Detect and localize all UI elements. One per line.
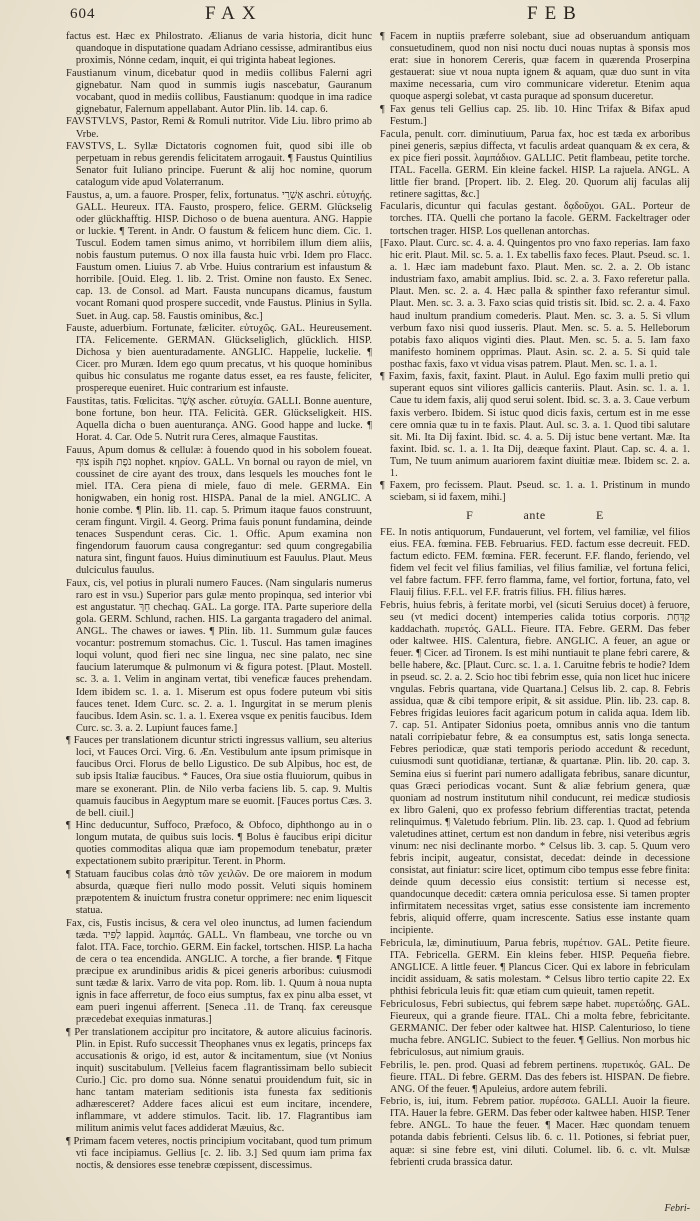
dictionary-entry — [66, 31, 372, 67]
entry-headword: Febrilis, — [380, 1059, 417, 1071]
dictionary-entry — [380, 527, 690, 599]
right-column-bottom-entries — [380, 527, 690, 1169]
entry-headword: Febris, — [380, 599, 411, 611]
dictionary-entry — [66, 820, 372, 868]
dictionary-entry — [66, 396, 372, 444]
right-column-top-entries — [380, 31, 690, 505]
dictionary-entry — [66, 869, 372, 917]
entry-text: ¶ Statuam faucibus colas ἀπὸ τῶν χειλῶν. De ore maiorem in modum absurda, quæque fieri nullo modo possit. Veluti siquis hominem præpotentem & inuictum frustra conetur opprimere: nec enim liquescit statua. — [66, 868, 372, 917]
right-column — [380, 31, 690, 1197]
page-number: 604 — [70, 6, 96, 22]
entry-text: ¶ Fax genus teli Gellius cap. 25. lib. 10. Hinc Trifax & Bifax apud Festum.] — [380, 103, 690, 127]
entry-headword: Febrio, — [380, 1096, 412, 1108]
dictionary-entry — [66, 918, 372, 1027]
entry-text: cis, vel potius in plurali numero Fauces. (Nam singularis numerus raro est in vsu.) Superior pars gulæ mento propinqua, sed interior vbi est angustatur. חֵךְ chechaq. GAL. La gorge. ITA. Parte superiore della gola. GERM. Schlund, rachen. HIS. La garganta tragadero del animal. ANGL. The chawes or iawes. ¶ Plin. lib. 11. Summum gulæ fauces vocantur: postremum stomachus. Cic. 1. Tuscul. Has tamen imagines loqui volunt, quod fieri nec sine lingua, nec sine palato, nec sine faucium laterumque & pulmonum vi & figura potest. [Plaut. Mostell. sc. 3. a. 1. Velim in anginam vertat, tibi veneficæ fauces prehendam. Idem ibidem sc. 1. a. 1. Miserum est opus fodere puteum vbi sitis fauces tenet. Idem Curc. sc. 2. a. 1. Ingurgitat in se merum plenis faucibus. Idem Asin. sc. 1. a. 1. Exerea vsque ex penitis faucibus. Idem Curc. sc. 3. a. 2. Lupiunt fauces fame.] — [75, 577, 372, 734]
entry-headword: FAVSTVS, — [66, 141, 115, 153]
entry-headword: Faustianum vinum, — [66, 67, 155, 79]
dictionary-entry — [66, 1136, 372, 1172]
entry-text: ¶ Facem in nuptiis præferre solebant, siue ad obseruandum antiquam consuetudinem, quod non nisi noctu duci nouas nuptas à sponsis mos erat: siue in honorem Cereris, quæ facem in quærenda Proserpina gestauerat: siue vt noua nupta ignem & aquam, quæ duo sunt in vita maxime necessaria, cum viro communicare videretur. Etenim aqua quoque aspergi solebat, vt casta puraque ad sponsum duceretur. — [380, 31, 690, 103]
entry-headword: Faustus, — [66, 189, 103, 201]
entry-text: ¶ Primam facem veteres, noctis principium vocitabant, quod tum primum vti face incipiamus. Gellius [c. 2. lib. 3.] Sed quum iam prima fax noctis, & densiores esse tenebræ cœpissent, discessimus. — [66, 1135, 372, 1172]
entry-text: ¶ Faxim, faxis, faxit, faxint. Plaut. in Aulul. Ego faxim mulli pretio qui superant equos sint viliores gallicis canteriis. Plaut. Asin. sc. 1. a. 1. Caue tu idem faxis, alij quod serui solent. Ibid. sc. 3. a. 3. Caue verbum faxis verbero. Ibidem. Si istuc quod dicis faxis, certum est in me esse cere omnia quæ tu in te faxis. Plaut. Aul. sc. 3. a. 1. Quod tibi salutare sit. Mi. Ita Dij faxint. Ibid. sc. 4. a. 5. Dij istuc bene vertant. Mæ. Ita faxint. Ibid. sc. 1. a. 1. Ita Dij, deæque faxint. Plaut. Cap. sc. 4. a. 1. Tum, Ne tuum animum auariorem faxint diuitiæ meæ. Ibidem sc. 2. a. 1. — [380, 371, 690, 479]
entry-text: Apum domus & cellulæ: à fouendo quod in his sobolem foueat. צוּף ispih נֹפֶת nophet. κηρίον. GALL. Vn bornal ou rayon de miel, vn coussinet de cire ayant des troux, dans lesquels les mouches font le miel. ITA. Cera piena di miele, fauo di mele. GERMA. Ein honigwaben, ein honig rost. HISPA. Panal de la miel. ANGLIC. A honie combe. ¶ Plin. lib. 11. cap. 5. Primum itaque fauos construunt, ceram fingunt. Virgil. 4. Georg. Prima fauis ponunt fundamina, deinde tenaces Suspendunt ceras. Cic. 1. Offic. Apum examina non fingendorum fauorum causa congregantur: sed quum congregabilia natura sint, fingunt fauos. Huius diminutiuum est Fauulus. Plaut. Meus dulciculus fauulus. — [75, 444, 372, 577]
entry-headword: Fauus, — [66, 444, 95, 456]
catchword: Febri- — [664, 1203, 690, 1214]
dictionary-entry — [66, 735, 372, 819]
dictionary-entry — [380, 1096, 690, 1168]
entry-headword: FE. — [380, 526, 396, 538]
entry-text: ¶ Per translationem accipitur pro incitatore, & autore alicuius facinoris. Plin. in Epist. Rufo successit Theophanes vnus ex legatis, princeps fax accusationis & origo, id est, autor & incitamentum, siue (vt Nonius inquit) suscitabulum. [Velleius facem flagrantissimam bello subiecit Curio.] Cic. pro domo sua. Nónne senatui prouidendum fuit, sic in hanc tantam materiam seditionis ista funesta fax seditionis adhæresceret? Addere faces alicui est eum incitare, incendere, inflammare, vt addere stimulos. Tacit. lib. 17. Flagrantibus iam militum animis velut faces addiderat Mæuius, &c. — [66, 1026, 372, 1135]
divider-letter-right: E — [596, 507, 604, 522]
dictionary-entry — [66, 1027, 372, 1136]
dictionary-entry — [380, 129, 690, 201]
dictionary-entry — [380, 999, 690, 1059]
entry-text: læ, diminutiuum, Parua febris, πυρέτιον. GAL. Petite fieure. ITA. Febricella. GERM. Ein kleins feber. HISP. Pequeña fiebre. ANGLICE. A little feuer. ¶ Plancus Cicer. Qui ex labore in febriculam incidit assiduam, & satis molestam. * Celsus libro tertio capite 22. Ex phthisi febricula leuis fit: quæ etiam cum quieuit, tamen repetit. — [389, 937, 690, 998]
entry-headword: Febricula, — [380, 937, 424, 949]
entry-text: dicebatur quod in mediis collibus Falerni agri gignebatur. Nam quod in summis iugis nascebatur, Gauranum vocabant, quod in mediis collibus, Faustianum: quodque in ima radice gignebatur, Falernum appellabant. Autor Plin. lib. 14. cap. 6. — [75, 67, 372, 115]
divider-word: ante — [523, 507, 546, 522]
running-head-right: FEB — [527, 3, 583, 24]
dictionary-entry — [380, 480, 690, 504]
dictionary-entry — [380, 938, 690, 998]
entry-text: is, iui, itum. Febrem patior. πυρέσσω. GALLI. Auoir la fieure. ITA. Hauer la febre. GERM. Das feber oder kaltwee haben. HISP. Tener febre. ANGL. To haue the feuer. ¶ Macer. Hæc quondam tenuem potanda dabis febrienti. Celsus lib. 6. c. 11. Potiones, si febriat puer, aquæ: si sine febre est, vini diluti. Columel. lib. 6. c. vlt. Mulsæ febrienti cruda brassica datur. — [389, 1096, 690, 1168]
entry-text: tatis. Fœlicitas. אֶשֶׁר ascher. εὐτυχία. GALLI. Bonne auenture, bone fortune, bon heur. ITA. Felicità. GER. Glückseligkeit. HIS. Aquella dicha o buen auenturança. ANG. Good happe and lucke. ¶ Horat. 4. Car. Ode 5. Nutrit rura Ceres, almaque Faustitas. — [75, 395, 372, 444]
section-divider — [380, 509, 690, 523]
dictionary-entry — [380, 104, 690, 128]
entry-text: ¶ Fauces per translationem dicuntur stricti ingressus vallium, seu alterius loci, vt Fauces Orci. Virg. 6. Æn. Vestibulum ante ipsum primisque in faucibus Orci. Florus de bello Ligustico. De sub Alpibus, hoc est, de sub ipsis Italiæ faucibus. * Fauces, Ora siue ostia fluuiorum, quibus in mare se exonerant. Plin. de Nilo verba faciens lib. 5. cap. 9. Multis quamuis faucibus in Aegyptum mare se euomit. [Fauces portus Cæs. 3. de bell. ciuil.] — [66, 735, 372, 819]
dictionary-entry — [66, 445, 372, 578]
dictionary-entry — [380, 201, 690, 237]
entry-headword: Fax, — [66, 917, 86, 929]
entry-text: L. Syllæ Dictatoris cognomen fuit, quod sibi ille ob perpetuam in rebus gerendis felicitatem arrogauit. ¶ Faustus Quintilius Senator fuit Iuliano principe. Fuerunt & alij hoc nomine, quorum catalogum vide apud Volaterranum. — [75, 141, 372, 189]
entry-headword: Faux, — [66, 577, 91, 589]
entry-text: le. pen. prod. Quasi ad febrem pertinens. πυρετικός. GAL. De fieure. ITAL. Di febre. GERM. Das des febers ist. HISPAN. De fiebre. ANG. Of the feuer. ¶ Apuleius, ardore autem febrili. — [389, 1059, 690, 1095]
entry-text: huius febris, à feritate morbi, vel (sicuti Seruius docet) à feruore, seu (vt medici docent) intemperies calida totius corporis. קַדַּחַת kaddachath. πυρετός. GALL. Fieure. ITA. Febre. GERM. Das feber oder kaltwee. HIS. Calentura, fiebre. ANGLIC. A feuer, an ague or feuer. ¶ Cicer. ad Tironem. Is est mihi nuntiauit te plane febri carere, & belle habere, &c. [Plaut. Curc. sc. 1. a. 1. Caruitne febris te hodie? Idem in pseud. sc. 2. a. 2. Scio hoc tibi febrim esse, quia non licet huc inicere vngulas. Febris quartana, vide Quartana.] Celsus lib. 2. cap. 8. Febris assidua, quæ & cibi tempore eripit, & sit assidue. Plin. lib. 23. cap. 8. Febres frigidas leuiores facit agaricum potum in calida aqua. Idem lib. 7. cap. 51. Antipater Sidonius poeta, omnibus annis vno die tantum natali corripiebatur febre, & ea consumptus est, satis longa senecta. Febres periodicæ, quæ stati temporis periodo accedunt & recedunt, cuiusmodi sunt quotidianæ, tertianæ, & quartanæ. Plin. lib. 20. cap. 3. Semina eius si fuerint pari numero adalligata febribus, sanare dicuntur, quas Græci periodicas vocant. Sunt & aliæ febrium genera, quæ quoniam ad nostrum institutum nihil conducunt, rei medicæ studiosis ex libro Galeni, quo ex professo febrium differentias tractat, petenda relinquimus. ¶ Valetudo febrium. Plin. lib. 23. cap. 1. Quod ad febrium valetudines attinet, certum est non dandum in febre, nisi veteribus ægris vinum: nec nisi declinante morbo. * Celsus lib. 3. cap. 5. Quum vero febris incipit, augeatur, consistat, decedat: deinde in decessione consistat, aut finiatur: scire licet, optimum cibo tempus esse febre finita: deinde quum decessio eius consistit: tertium si necesse est, quandocunque decedit: cætera omnia periculosa esse. Si tamen propter infirmitatem necessitas vrget, satius esse consistente iam incremento febris, aliquid offerre, quam increscente. Satius esse instante quam incipiente. — [389, 599, 690, 937]
dictionary-entry — [380, 238, 690, 371]
dictionary-entry — [380, 371, 690, 480]
entry-headword: Faustitas, — [66, 395, 108, 407]
dictionary-entry — [66, 190, 372, 323]
left-column — [66, 31, 372, 1199]
entry-text: penult. corr. diminutiuum, Parua fax, hoc est tæda ex arboribus pinei generis, sæpius diffecta, vt faculis ardeat quanquam & ex cera, & ex pice fieri possit. λαμπάδιον. GALLIC. Petit flambeau, petite torche. ITAL. Facella. GERM. Ein kleine fackel. HISP. La rajuela. ANGL. A little fier brand. [Propert. lib. 2. Eleg. 20. Quorum alij faculas alij retinere sagittas, &c.] — [389, 128, 690, 200]
entry-headword: Febriculosus, — [380, 998, 439, 1010]
entry-headword: FAVSTVLVS, — [66, 116, 128, 128]
entry-text: Febri subiectus, qui febrem sæpe habet. πυρετώδης. GAL. Fieureux, qui a grande fieure. ITAL. Chi a molta febre, febricitante. GERMANIC. Der feber oder kaltwee hat. HISP. Calenturioso, lo tiene mucha febre. ANGLIC. Subiect to the feuer. ¶ Gellius. Non morbus hic febriculosus, aut nimium grauis. — [389, 998, 690, 1058]
entry-headword: Facularis, — [380, 201, 423, 213]
entry-text: a, um. a fauore. Prosper, felix, fortunatus. אַשְׁרֵי aschri. εὐτυχής. GALL. Heureux. ITA. Fausto, prospero, felice. GERM. Glückselig oder glückhafftig. HISP. Dichoso o de buena auentura. ANG. Happie or luckie. ¶ Terent. in Andr. O faustum & felicem hunc diem. Cic. 1. Tuscul. Eodem tamen simus animo, vt horribilem illum diem aliis, nobis faustum putemus. O nox illa fausta huic vrbi. Idem pro Flacc. Faustum omen. Liuius 7. ab Vrbe. Huius contrarium est infaustum & horribile. [Ouid. Eleg. 1. lib. 2. Trist. Omine non fausto. Ex Senec. cap. 13. de Consol. ad Mart. Fausta nuncupans dicamus, faustum vocant Romani quod prospere succedit, vnde Faustus. Plinius in Sylla. Suet. in Aug. cap. 58. Faustis ominibus, &c.] — [75, 189, 372, 322]
entry-text: aduerbium. Fortunate, fæliciter. εὐτυχῶς. GAL. Heureusement. ITA. Felicemente. GERMAN. Glückseliglich, glücklich. HISP. Dichosa y bien auenturadamente. ANGLIC. Happelie, luckelie. ¶ Cicer. pro Muræn. Idem ego quum precatus, vt his quoque hominibus quibus hic consulatus me rogante datus esset, ea res fauste, feliciter, prospereque eueniret. Huic contrarium est infauste. — [75, 323, 372, 395]
dictionary-entry — [380, 600, 690, 938]
dictionary-entry — [66, 68, 372, 116]
entry-headword: Facula, — [380, 128, 412, 140]
entry-text: ¶ Hinc deducuntur, Suffoco, Præfoco, & Obfoco, diphthongo au in o longum mutata, de quibus suis locis. ¶ Bolus è faucibus eripi dicitur quoties commoditas aliqua quæ iam propemodum tenebatur, præter expectationem subito præripitur. Terent. in Phorm. — [66, 820, 372, 868]
dictionary-entry — [380, 31, 690, 103]
entry-headword: Fauste, — [66, 323, 98, 335]
entry-text: factus est. Hæc ex Philostrato. Ælianus de varia historia, dicit hunc quandoque in disputatione quadam Adriano cessisse, admirantibus eius proximis, Nónne cedam, inquit, ei qui triginta habeat legiones. — [66, 31, 372, 67]
dictionary-entry — [380, 1060, 690, 1096]
entry-text: In notis antiquorum, Fundauerunt, vel fortem, vel familiæ, vel filios eius. FEA. fœmina. FEB. Februarius. FED. factum esse decreuit. FED. factum edicto. FEM. fœmina. FER. fecerunt. F.F. flando, feriendo, vel fidem vel fecit vel filius familias, vel filius familiæ, vel fortuna felici, vel fabre factum. FFF. ferro flamma, fame, vel fortior, fortuna, fato, vel Flauij filius. F.F.L. vel F.F. fratris filius. FH. filius hæres. — [389, 526, 690, 599]
running-head-left: FAX — [205, 3, 263, 24]
dictionary-entry — [66, 116, 372, 140]
dictionary-entry — [66, 141, 372, 189]
entry-text: Pastor, Remi & Romuli nutritor. Vide Liu. libro primo ab Vrbe. — [75, 116, 372, 140]
entry-text: ¶ Faxem, pro fecissem. Plaut. Pseud. sc. 1. a. 1. Pristinum in mundo sciebam, si id faxem, mihi.] — [380, 480, 690, 504]
entry-text: dicuntur qui faculas gestant. δᾳδοῦχοι. GAL. Porteur de torches. ITA. Quelli che portano la facole. GERM. Fackeltrager oder tortschen trager. HISP. Los quellenan antorchas. — [389, 201, 690, 237]
entry-text: [Faxo. Plaut. Curc. sc. 4. a. 4. Quingentos pro vno faxo reperias. Iam faxo hic erit. Plaut. Mil. sc. 5. a. 1. Ex tabellis faxo feces. Plaut. Pseud. sc. 1. a. 1. Hæc iam madebunt faxo. Plaut. Men. sc. 2. a. 2. Ob istanc industriam faxo, amabit amplius. Ibid. sc. 2. a. 3. Faxo referetur palla. Plaut. Men. sc. 2. a. 4. Hæc palla & spinther faxo referantur simul. Plaut. Men. sc. 3. a. 3. Faxo scias quid tristis sit. Ibid. sc. 2. a. 4. Faxo haud inultum prandium comederis. Plaut. Men. sc. 3. a. 5. Si vllum verbum faxo nisi quod iusseris. Plaut. Men. sc. 5. a. 5. Helleborum potabis faxo aliquos viginti dies. Plaut. Men. sc. 5. a. 5. Iam faxo manifesto hominem opprimas. Plaut. Asin. sc. 2. a. 5. Si quid tale posthac faxis, faxo vt vidua visas patrem. Plaut. Men. sc. 1. a. 1. — [380, 238, 690, 370]
dictionary-entry — [66, 323, 372, 395]
divider-letter-left: F — [466, 507, 474, 522]
entry-text: cis, Fustis incisus, & cera vel oleo inunctus, ad lumen faciendum tæda. לַפִּיד lappid. λαμπάς. GALL. Vn flambeau, vne torche ou vn falot. ITA. Face, torchio. GERM. Ein fackel, tortschen. HISP. La hacha de cera o tea encendida. ANGLIC. A torche, a fier brande. ¶ Fitque præcipue ex arundinibus aridis & picei generis arboribus: cuiusmodi sunt tædæ & larix. Varro de vita pop. Rom. lib. 1. Quum à noua nupta ignis in face afferretur, de foco eius sumptus, fax ex pinu alba esset, vt eam pueri ingenui afferrent. [Seneca .11. de Tranq. fax cereusque præcedebat exequias inmaturas.] — [75, 917, 372, 1026]
dictionary-entry — [66, 578, 372, 735]
